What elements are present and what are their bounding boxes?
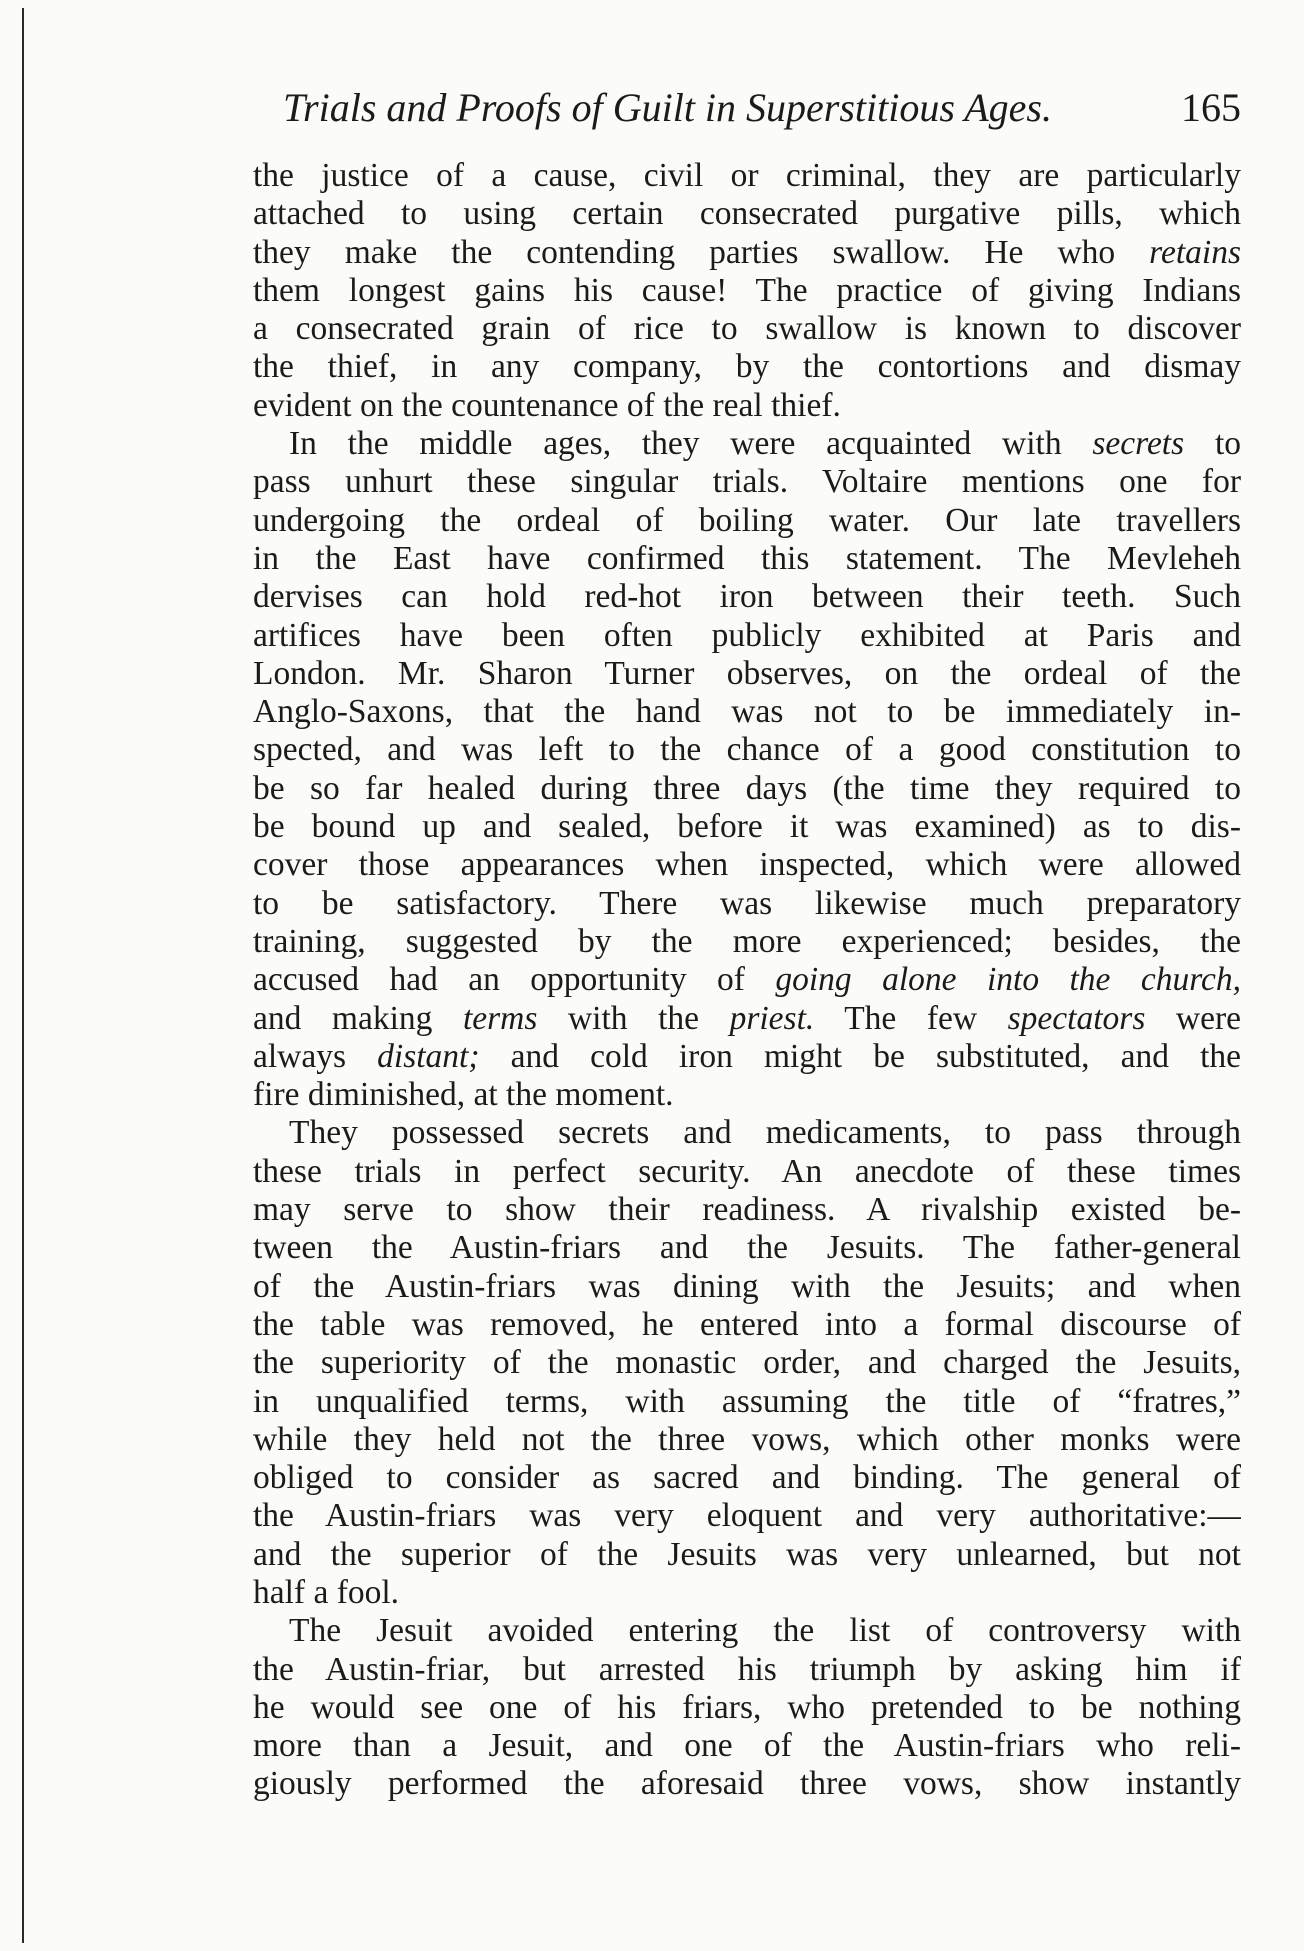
- scan-margin-rule: [22, 8, 24, 1943]
- text-line: [253, 1459, 1241, 1497]
- text-run: giously performed the aforesaid three vows, show instantly: [253, 1765, 1241, 1803]
- text-run: accused had an opportunity of: [253, 961, 776, 999]
- text-line: [253, 961, 1241, 999]
- text-line: [253, 1114, 1241, 1152]
- text-line: [253, 731, 1241, 769]
- italic-text: secrets: [1092, 425, 1185, 463]
- text-run: more than a Jesuit, and one of the Austin-friars who reli-: [253, 1727, 1241, 1765]
- text-line: [253, 923, 1241, 961]
- text-line: [253, 808, 1241, 846]
- italic-text: distant;: [377, 1037, 480, 1075]
- text-run: cover those appearances when inspected, which were allowed: [253, 846, 1241, 884]
- text-run: obliged to consider as sacred and binding. The general of: [253, 1459, 1241, 1497]
- text-line: [253, 348, 1241, 386]
- text-run: always: [253, 1037, 378, 1075]
- text-line: [253, 1497, 1241, 1535]
- text-run: the superiority of the monastic order, and charged the Jesuits,: [253, 1344, 1241, 1382]
- text-line: [253, 1689, 1241, 1727]
- text-line: [253, 1076, 1241, 1114]
- text-line: [253, 387, 1241, 425]
- text-line: [253, 1765, 1241, 1803]
- text-line: [253, 1421, 1241, 1459]
- text-line: [253, 1651, 1241, 1689]
- text-run: the justice of a cause, civil or criminal, they are particularly: [253, 157, 1241, 194]
- running-title: Trials and Proofs of Guilt in Superstitious Ages.: [283, 85, 1052, 130]
- text-line: [253, 157, 1241, 195]
- italic-text: priest.: [729, 999, 815, 1037]
- italic-text: spectators: [1007, 999, 1146, 1037]
- italic-text: terms: [462, 999, 538, 1037]
- text-run: a consecrated grain of rice to swallow is known to discover: [253, 310, 1241, 348]
- text-line: [253, 502, 1241, 540]
- text-run: to be satisfactory. There was likewise much preparatory: [253, 884, 1241, 922]
- text-run: be so far healed during three days (the time they required to: [253, 769, 1241, 807]
- text-line: [253, 1153, 1241, 1191]
- text-run: artifices have been often publicly exhibited at Paris and: [253, 616, 1241, 654]
- text-run: them longest gains his cause! The practice of giving Indians: [253, 271, 1241, 309]
- text-run: evident on the countenance of the real thief.: [253, 386, 841, 424]
- text-run: may serve to show their readiness. A rivalship existed be-: [253, 1191, 1241, 1229]
- text-line: [253, 1191, 1241, 1229]
- text-run: the Austin-friars was very eloquent and very authoritative:—: [253, 1497, 1241, 1535]
- text-run: undergoing the ordeal of boiling water. Our late travellers: [253, 501, 1241, 539]
- text-line: [253, 425, 1241, 463]
- text-run: and cold iron might be substituted, and the: [479, 1037, 1241, 1075]
- paragraph: [253, 157, 1241, 425]
- text-line: [253, 1574, 1241, 1612]
- text-line: [253, 463, 1241, 501]
- text-run: with the: [537, 999, 730, 1037]
- text-run: The Jesuit avoided entering the list of controversy with: [289, 1612, 1241, 1650]
- text-line: [253, 1536, 1241, 1574]
- text-run: dervises can hold red-hot iron between their teeth. Such: [253, 578, 1241, 616]
- text-line: [253, 310, 1241, 348]
- text-run: half a fool.: [253, 1573, 400, 1611]
- text-line: [253, 272, 1241, 310]
- paragraph: [253, 425, 1241, 1114]
- text-line: [253, 1229, 1241, 1267]
- text-run: the Austin-friar, but arrested his triumph by asking him if: [253, 1650, 1241, 1688]
- text-run: in the East have confirmed this statement. The Mevleheh: [253, 539, 1241, 577]
- text-line: [253, 195, 1241, 233]
- text-line: [253, 578, 1241, 616]
- text-line: [253, 655, 1241, 693]
- text-run: of the Austin-friars was dining with the Jesuits; and when: [253, 1267, 1241, 1305]
- text-run: The few: [814, 999, 1008, 1037]
- page-number: 165: [1181, 85, 1241, 130]
- text-line: [253, 1344, 1241, 1382]
- text-run: London. Mr. Sharon Turner observes, on the ordeal of the: [253, 654, 1241, 692]
- text-run: spected, and was left to the chance of a good constitution to: [253, 731, 1241, 769]
- text-run: Anglo-Saxons, that the hand was not to be immediately in-: [253, 693, 1241, 731]
- text-line: [253, 1612, 1241, 1650]
- text-run: he would see one of his friars, who pretended to be nothing: [253, 1688, 1241, 1726]
- text-run: they make the contending parties swallow. He who: [253, 233, 1150, 271]
- text-run: these trials in perfect security. An anecdote of these times: [253, 1152, 1241, 1190]
- text-run: the table was removed, he entered into a formal discourse of: [253, 1305, 1241, 1343]
- text-run: and the superior of the Jesuits was very unlearned, but not: [253, 1535, 1241, 1573]
- text-line: [253, 1727, 1241, 1765]
- text-line: [253, 1038, 1241, 1076]
- paragraph: [253, 1612, 1241, 1803]
- text-run: attached to using certain consecrated purgative pills, which: [253, 195, 1241, 233]
- text-line: [253, 234, 1241, 272]
- text-line: [253, 1383, 1241, 1421]
- text-run: while they held not the three vows, which other monks were: [253, 1420, 1241, 1458]
- text-line: [253, 770, 1241, 808]
- text-line: [253, 1000, 1241, 1038]
- text-run: were: [1145, 999, 1241, 1037]
- text-line: [253, 1268, 1241, 1306]
- text-run: be bound up and sealed, before it was examined) as to dis-: [253, 808, 1241, 846]
- text-run: They possessed secrets and medicaments, to pass through: [289, 1114, 1241, 1152]
- italic-text: retains: [1149, 233, 1241, 271]
- text-line: [253, 1306, 1241, 1344]
- text-line: [253, 540, 1241, 578]
- text-line: [253, 885, 1241, 923]
- text-run: In the middle ages, they were acquainted with: [289, 425, 1093, 463]
- text-run: tween the Austin-friars and the Jesuits. The father-general: [253, 1229, 1241, 1267]
- text-run: in unqualified terms, with assuming the title of “fratres,”: [253, 1382, 1241, 1420]
- text-line: [253, 846, 1241, 884]
- text-line: [253, 693, 1241, 731]
- text-run: the thief, in any company, by the contortions and dismay: [253, 348, 1241, 386]
- text-run: training, suggested by the more experienced; besides, the: [253, 922, 1241, 960]
- italic-text: going alone into the church,: [775, 961, 1241, 999]
- text-run: fire diminished, at the moment.: [253, 1076, 674, 1114]
- paragraph: [253, 1114, 1241, 1612]
- text-run: and making: [253, 999, 463, 1037]
- running-head: [283, 80, 1241, 136]
- text-line: [253, 617, 1241, 655]
- text-run: to: [1184, 425, 1241, 463]
- body-text: [253, 157, 1241, 1804]
- text-run: pass unhurt these singular trials. Voltaire mentions one for: [253, 463, 1241, 501]
